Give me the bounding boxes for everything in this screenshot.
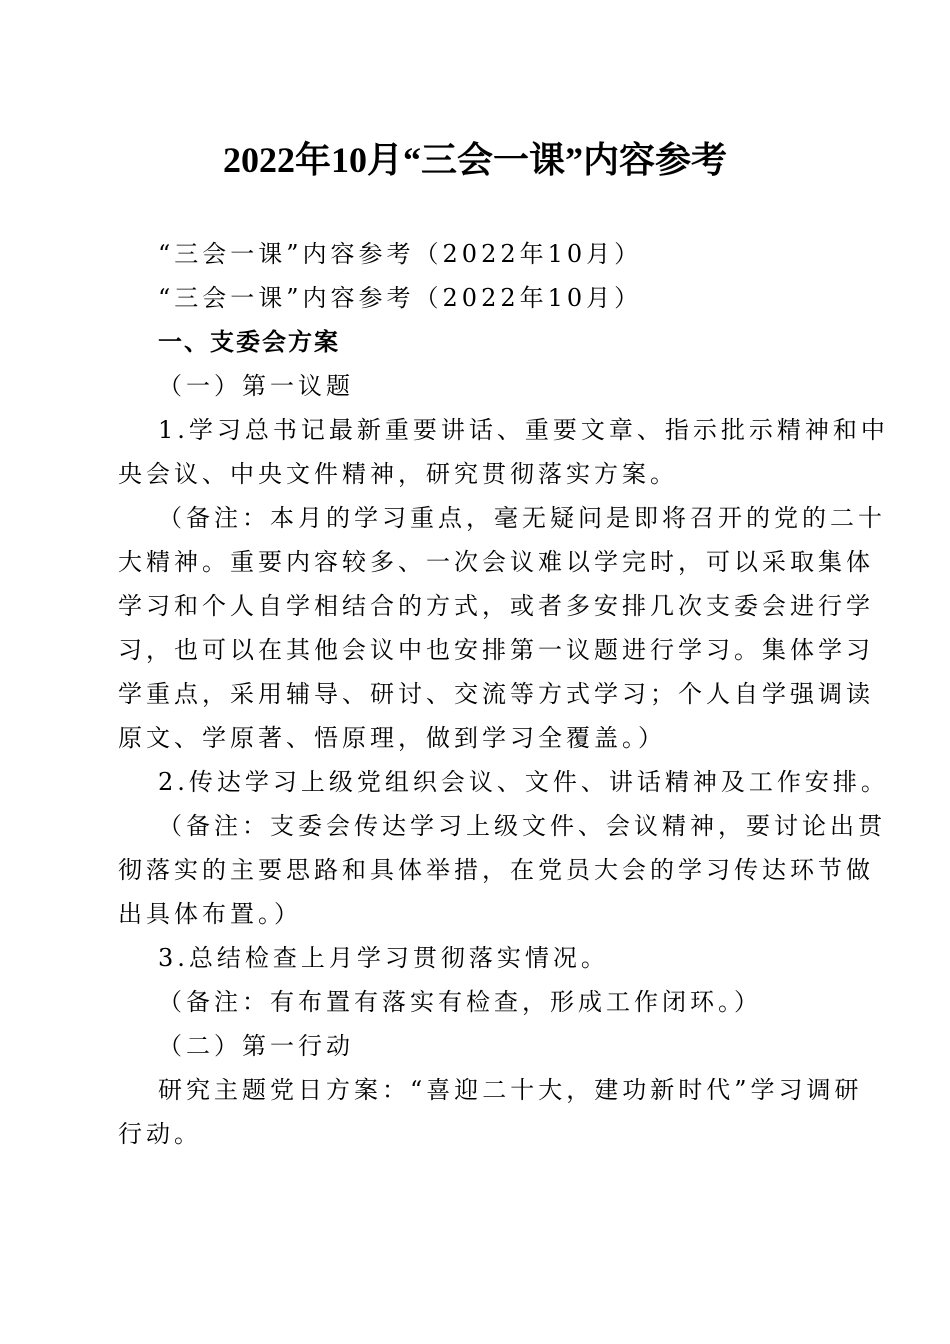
note-2-line-3: 出具体布置。） — [118, 900, 302, 928]
note-1-line-1: （备注：本月的学习重点，毫无疑问是即将召开的党的二十 — [158, 504, 886, 532]
note-1-line-5: 学重点，采用辅导、研讨、交流等方式学习；个人自学强调读 — [118, 680, 874, 708]
action-paragraph-line-1: 研究主题党日方案：“喜迎二十大，建功新时代”学习调研 — [158, 1076, 863, 1104]
subsection-heading-first-topic: （一）第一议题 — [158, 372, 354, 400]
note-2-line-2: 彻落实的主要思路和具体举措，在党员大会的学习传达环节做 — [118, 856, 874, 884]
note-1-line-3: 学习和个人自学相结合的方式，或者多安排几次支委会进行学 — [118, 592, 874, 620]
note-3-line-1: （备注：有布置有落实有检查，形成工作闭环。） — [158, 988, 762, 1016]
item-1-line-2: 央会议、中央文件精神，研究贯彻落实方案。 — [118, 460, 678, 488]
note-1-line-2: 大精神。重要内容较多、一次会议难以学完时，可以采取集体 — [118, 548, 874, 576]
note-1-line-6: 原文、学原著、悟原理，做到学习全覆盖。） — [118, 724, 666, 752]
subsection-heading-first-action: （二）第一行动 — [158, 1032, 354, 1060]
document-title: 2022年10月“三会一课”内容参考 — [222, 140, 727, 180]
note-1-line-4: 习，也可以在其他会议中也安排第一议题进行学习。集体学习 — [118, 636, 874, 664]
subtitle-1: “三会一课”内容参考（2022年10月） — [158, 240, 643, 268]
action-paragraph-line-2: 行动。 — [118, 1120, 202, 1148]
item-1-line-1: 1.学习总书记最新重要讲话、重要文章、指示批示精神和中 — [158, 416, 889, 444]
item-2-line-1: 2.传达学习上级党组织会议、文件、讲话精神及工作安排。 — [158, 768, 889, 796]
subtitle-2: “三会一课”内容参考（2022年10月） — [158, 284, 643, 312]
note-2-line-1: （备注：支委会传达学习上级文件、会议精神，要讨论出贯 — [158, 812, 886, 840]
section-heading-branch-committee: 一、支委会方案 — [158, 328, 340, 356]
item-3-line-1: 3.总结检查上月学习贯彻落实情况。 — [158, 944, 609, 972]
